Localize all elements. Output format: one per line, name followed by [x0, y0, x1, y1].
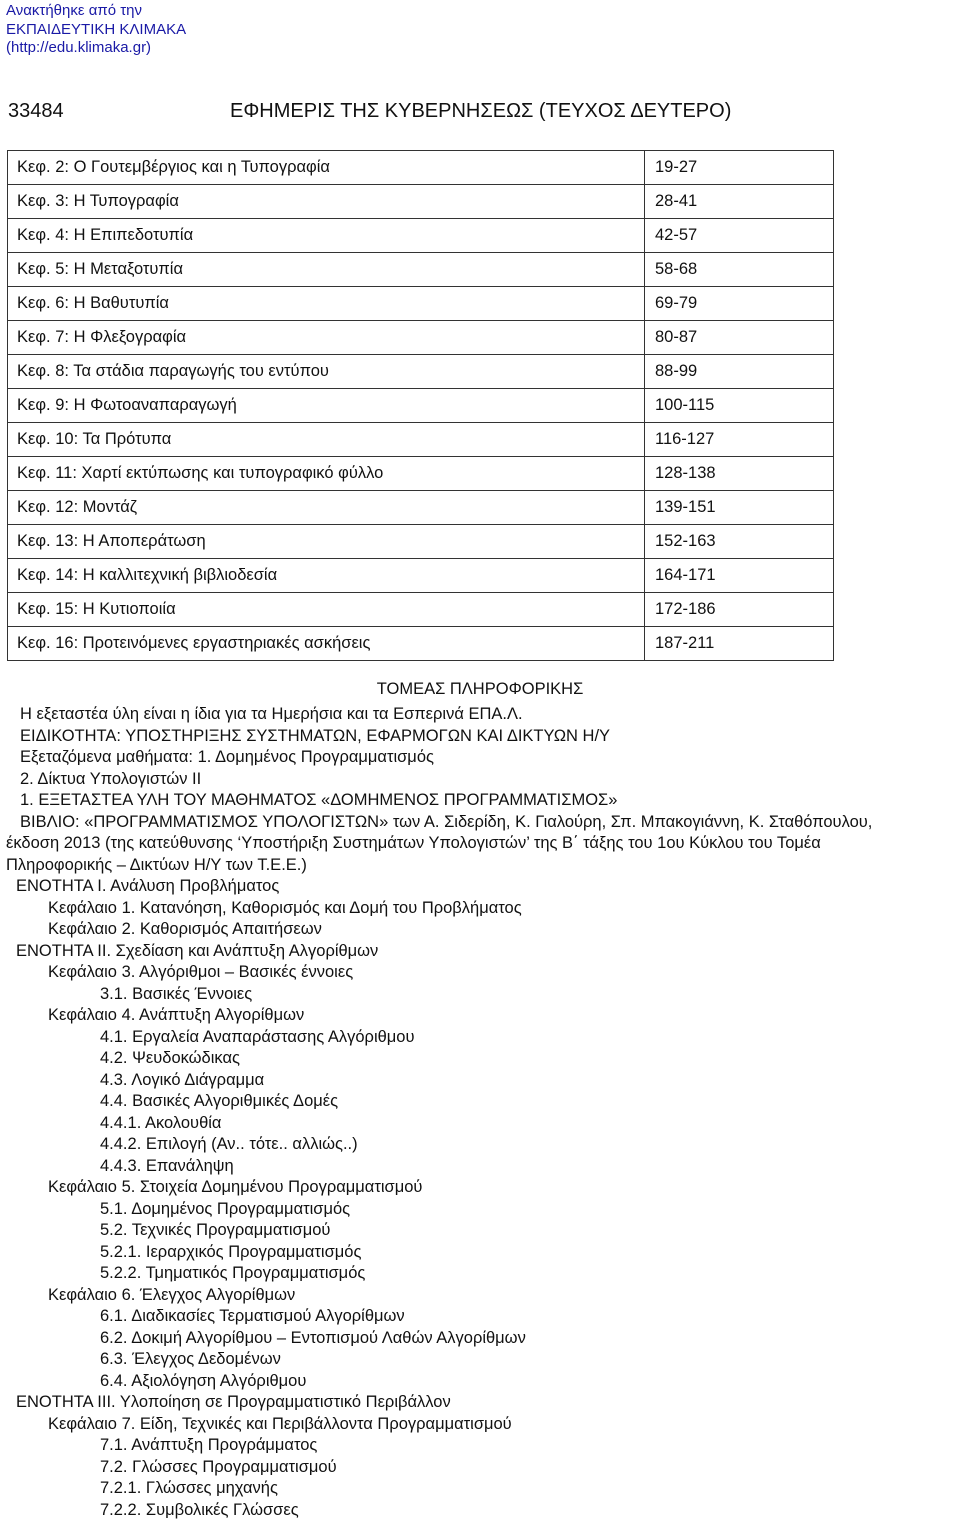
table-row: [8, 219, 834, 253]
syllabus-line: Κεφάλαιο 3. Αλγόριθμοι – Βασικές έννοιες: [48, 963, 354, 981]
pages-cell: 172-186: [645, 593, 834, 627]
gazette-title: ΕΦΗΜΕΡΙΣ ΤΗΣ ΚΥΒΕΡΝΗΣΕΩΣ (ΤΕΥΧΟΣ ΔΕΥΤΕΡΟ): [230, 100, 732, 122]
table-row: [8, 525, 834, 559]
chapter-cell: Κεφ. 12: Μοντάζ: [8, 491, 645, 525]
chapter-cell: Κεφ. 8: Τα στάδια παραγωγής του εντύπου: [8, 355, 645, 389]
syllabus-line: 4.3. Λογικό Διάγραμμα: [100, 1071, 265, 1089]
table-row: [8, 355, 834, 389]
syllabus-line: 6.1. Διαδικασίες Τερματισμού Αλγορίθμων: [100, 1307, 405, 1325]
syllabus-line: 6.3. Έλεγχος Δεδομένων: [100, 1350, 281, 1368]
table-row: [8, 253, 834, 287]
syllabus-line: 2. Δίκτυα Υπολογιστών ΙΙ: [20, 770, 202, 788]
chapter-cell: Κεφ. 13: Η Αποπεράτωση: [8, 525, 645, 559]
pages-cell: 152-163: [645, 525, 834, 559]
syllabus-line: ΕΝΟΤΗΤΑ ΙΙΙ. Υλοποίηση σε Προγραμματιστικό Περιβάλλον: [16, 1393, 451, 1411]
syllabus-line: 5.2.1. Ιεραρχικός Προγραμματισμός: [100, 1243, 362, 1261]
syllabus-line: Κεφάλαιο 7. Είδη, Τεχνικές και Περιβάλλοντα Προγραμματισμού: [48, 1415, 512, 1433]
source-notice: [6, 2, 186, 58]
syllabus-line: ΕΝΟΤΗΤΑ Ι. Ανάλυση Προβλήματος: [16, 877, 280, 895]
chapter-cell: Κεφ. 3: Η Τυπογραφία: [8, 185, 645, 219]
page-number: 33484: [8, 100, 64, 122]
pages-cell: 28-41: [645, 185, 834, 219]
chapter-cell: Κεφ. 14: Η καλλιτεχνική βιβλιοδεσία: [8, 559, 645, 593]
syllabus-line: Κεφάλαιο 5. Στοιχεία Δομημένου Προγραμματισμού: [48, 1178, 423, 1196]
syllabus-line: Κεφάλαιο 4. Ανάπτυξη Αλγορίθμων: [48, 1006, 305, 1024]
pages-cell: 164-171: [645, 559, 834, 593]
pages-cell: 58-68: [645, 253, 834, 287]
chapter-cell: Κεφ. 6: Η Βαθυτυπία: [8, 287, 645, 321]
syllabus-line: 1. ΕΞΕΤΑΣΤΕΑ ΥΛΗ ΤΟΥ ΜΑΘΗΜΑΤΟΣ «ΔΟΜΗΜΕΝΟΣ ΠΡΟΓΡΑΜΜΑΤΙΣΜΟΣ»: [20, 791, 618, 809]
table-row: [8, 389, 834, 423]
pages-cell: 19-27: [645, 151, 834, 185]
chapter-cell: Κεφ. 2: Ο Γουτεμβέργιος και η Τυπογραφία: [8, 151, 645, 185]
syllabus-line: 3.1. Βασικές Έννοιες: [100, 985, 253, 1003]
syllabus-line: ΕΝΟΤΗΤΑ ΙΙ. Σχεδίαση και Ανάπτυξη Αλγορίθμων: [16, 942, 379, 960]
syllabus-line: Κεφάλαιο 1. Κατανόηση, Καθορισμός και Δομή του Προβλήματος: [48, 899, 522, 917]
table-row: [8, 627, 834, 661]
syllabus-line: ΒΙΒΛΙΟ: «ΠΡΟΓΡΑΜΜΑΤΙΣΜΟΣ ΥΠΟΛΟΓΙΣΤΩΝ» των Α. Σιδερίδη, Κ. Γιαλούρη, Σπ. Μπακογιάννη, Κ. Σταθόπουλου,: [20, 813, 873, 831]
pages-cell: 187-211: [645, 627, 834, 661]
syllabus-line: 7.1. Ανάπτυξη Προγράμματος: [100, 1436, 318, 1454]
pages-cell: 80-87: [645, 321, 834, 355]
chapter-cell: Κεφ. 16: Προτεινόμενες εργαστηριακές ασκήσεις: [8, 627, 645, 661]
source-url[interactable]: (http://edu.klimaka.gr): [6, 39, 152, 56]
table-row: [8, 559, 834, 593]
pages-cell: 88-99: [645, 355, 834, 389]
syllabus-line: 4.1. Εργαλεία Αναπαράστασης Αλγόριθμου: [100, 1028, 415, 1046]
syllabus-line: έκδοση 2013 (της κατεύθυνσης ‘Υποστήριξη Συστημάτων Υπολογιστών’ της Β΄ τάξης του 1ου Κύκλου του Τομέα: [6, 834, 821, 852]
syllabus-line: Η εξεταστέα ύλη είναι η ίδια για τα Ημερήσια και τα Εσπερινά ΕΠΑ.Λ.: [20, 705, 523, 723]
section-title: ΤΟΜΕΑΣ ΠΛΗΡΟΦΟΡΙΚΗΣ: [376, 680, 584, 698]
chapter-cell: Κεφ. 15: Η Κυτιοποιία: [8, 593, 645, 627]
syllabus-line: 5.1. Δομημένος Προγραμματισμός: [100, 1200, 351, 1218]
source-line-2: ΕΚΠΑΙΔΕΥΤΙΚΗ ΚΛΙΜΑΚΑ: [6, 20, 187, 38]
syllabus-line: 7.2. Γλώσσες Προγραμματισμού: [100, 1458, 337, 1476]
source-line-1: Ανακτήθηκε από την: [6, 2, 143, 19]
syllabus-line: 5.2.2. Τμηματικός Προγραμματισμός: [100, 1264, 366, 1282]
table-row: [8, 491, 834, 525]
syllabus-line: Πληροφορικής – Δικτύων Η/Υ των Τ.Ε.Ε.): [6, 856, 307, 874]
pages-cell: 116-127: [645, 423, 834, 457]
pages-cell: 139-151: [645, 491, 834, 525]
syllabus-line: 4.4.3. Επανάληψη: [100, 1157, 234, 1175]
syllabus-line: 4.4.1. Ακολουθία: [100, 1114, 222, 1132]
table-row: [8, 321, 834, 355]
chapter-cell: Κεφ. 4: Η Επιπεδοτυπία: [8, 219, 645, 253]
chapter-cell: Κεφ. 9: Η Φωτοαναπαραγωγή: [8, 389, 645, 423]
chapter-cell: Κεφ. 5: Η Μεταξοτυπία: [8, 253, 645, 287]
syllabus-line: ΕΙΔΙΚΟΤΗΤΑ: ΥΠΟΣΤΗΡΙΞΗΣ ΣΥΣΤΗΜΑΤΩΝ, ΕΦΑΡΜΟΓΩΝ ΚΑΙ ΔΙΚΤΥΩΝ Η/Υ: [20, 727, 611, 745]
table-row: [8, 423, 834, 457]
page-header: [0, 100, 960, 126]
chapter-cell: Κεφ. 7: Η Φλεξογραφία: [8, 321, 645, 355]
pages-cell: 42-57: [645, 219, 834, 253]
table-row: [8, 151, 834, 185]
syllabus-line: 4.4.2. Επιλογή (Αν.. τότε.. αλλιώς..): [100, 1135, 358, 1153]
table-row: [8, 457, 834, 491]
syllabus-line: Εξεταζόμενα μαθήματα: 1. Δομημένος Προγραμματισμός: [20, 748, 434, 766]
pages-cell: 128-138: [645, 457, 834, 491]
chapter-cell: Κεφ. 10: Τα Πρότυπα: [8, 423, 645, 457]
table-row: [8, 185, 834, 219]
syllabus-line: 4.4. Βασικές Αλγοριθμικές Δομές: [100, 1092, 339, 1110]
table-row: [8, 287, 834, 321]
chapters-table: [7, 150, 834, 661]
chapter-cell: Κεφ. 11: Χαρτί εκτύπωσης και τυπογραφικό φύλλο: [8, 457, 645, 491]
syllabus-line: Κεφάλαιο 6. Έλεγχος Αλγορίθμων: [48, 1286, 296, 1304]
syllabus-line: 6.4. Αξιολόγηση Αλγόριθμου: [100, 1372, 307, 1390]
pages-cell: 100-115: [645, 389, 834, 423]
syllabus-line: 7.2.2. Συμβολικές Γλώσσες: [100, 1501, 299, 1519]
syllabus-line: Κεφάλαιο 2. Καθορισμός Απαιτήσεων: [48, 920, 322, 938]
table-row: [8, 593, 834, 627]
syllabus-line: 4.2. Ψευδοκώδικας: [100, 1049, 240, 1067]
syllabus-line: 6.2. Δοκιμή Αλγορίθμου – Εντοπισμού Λαθών Αλγορίθμων: [100, 1329, 526, 1347]
syllabus-line: 7.2.1. Γλώσσες μηχανής: [100, 1479, 278, 1497]
syllabus-line: 5.2. Τεχνικές Προγραμματισμού: [100, 1221, 331, 1239]
pages-cell: 69-79: [645, 287, 834, 321]
